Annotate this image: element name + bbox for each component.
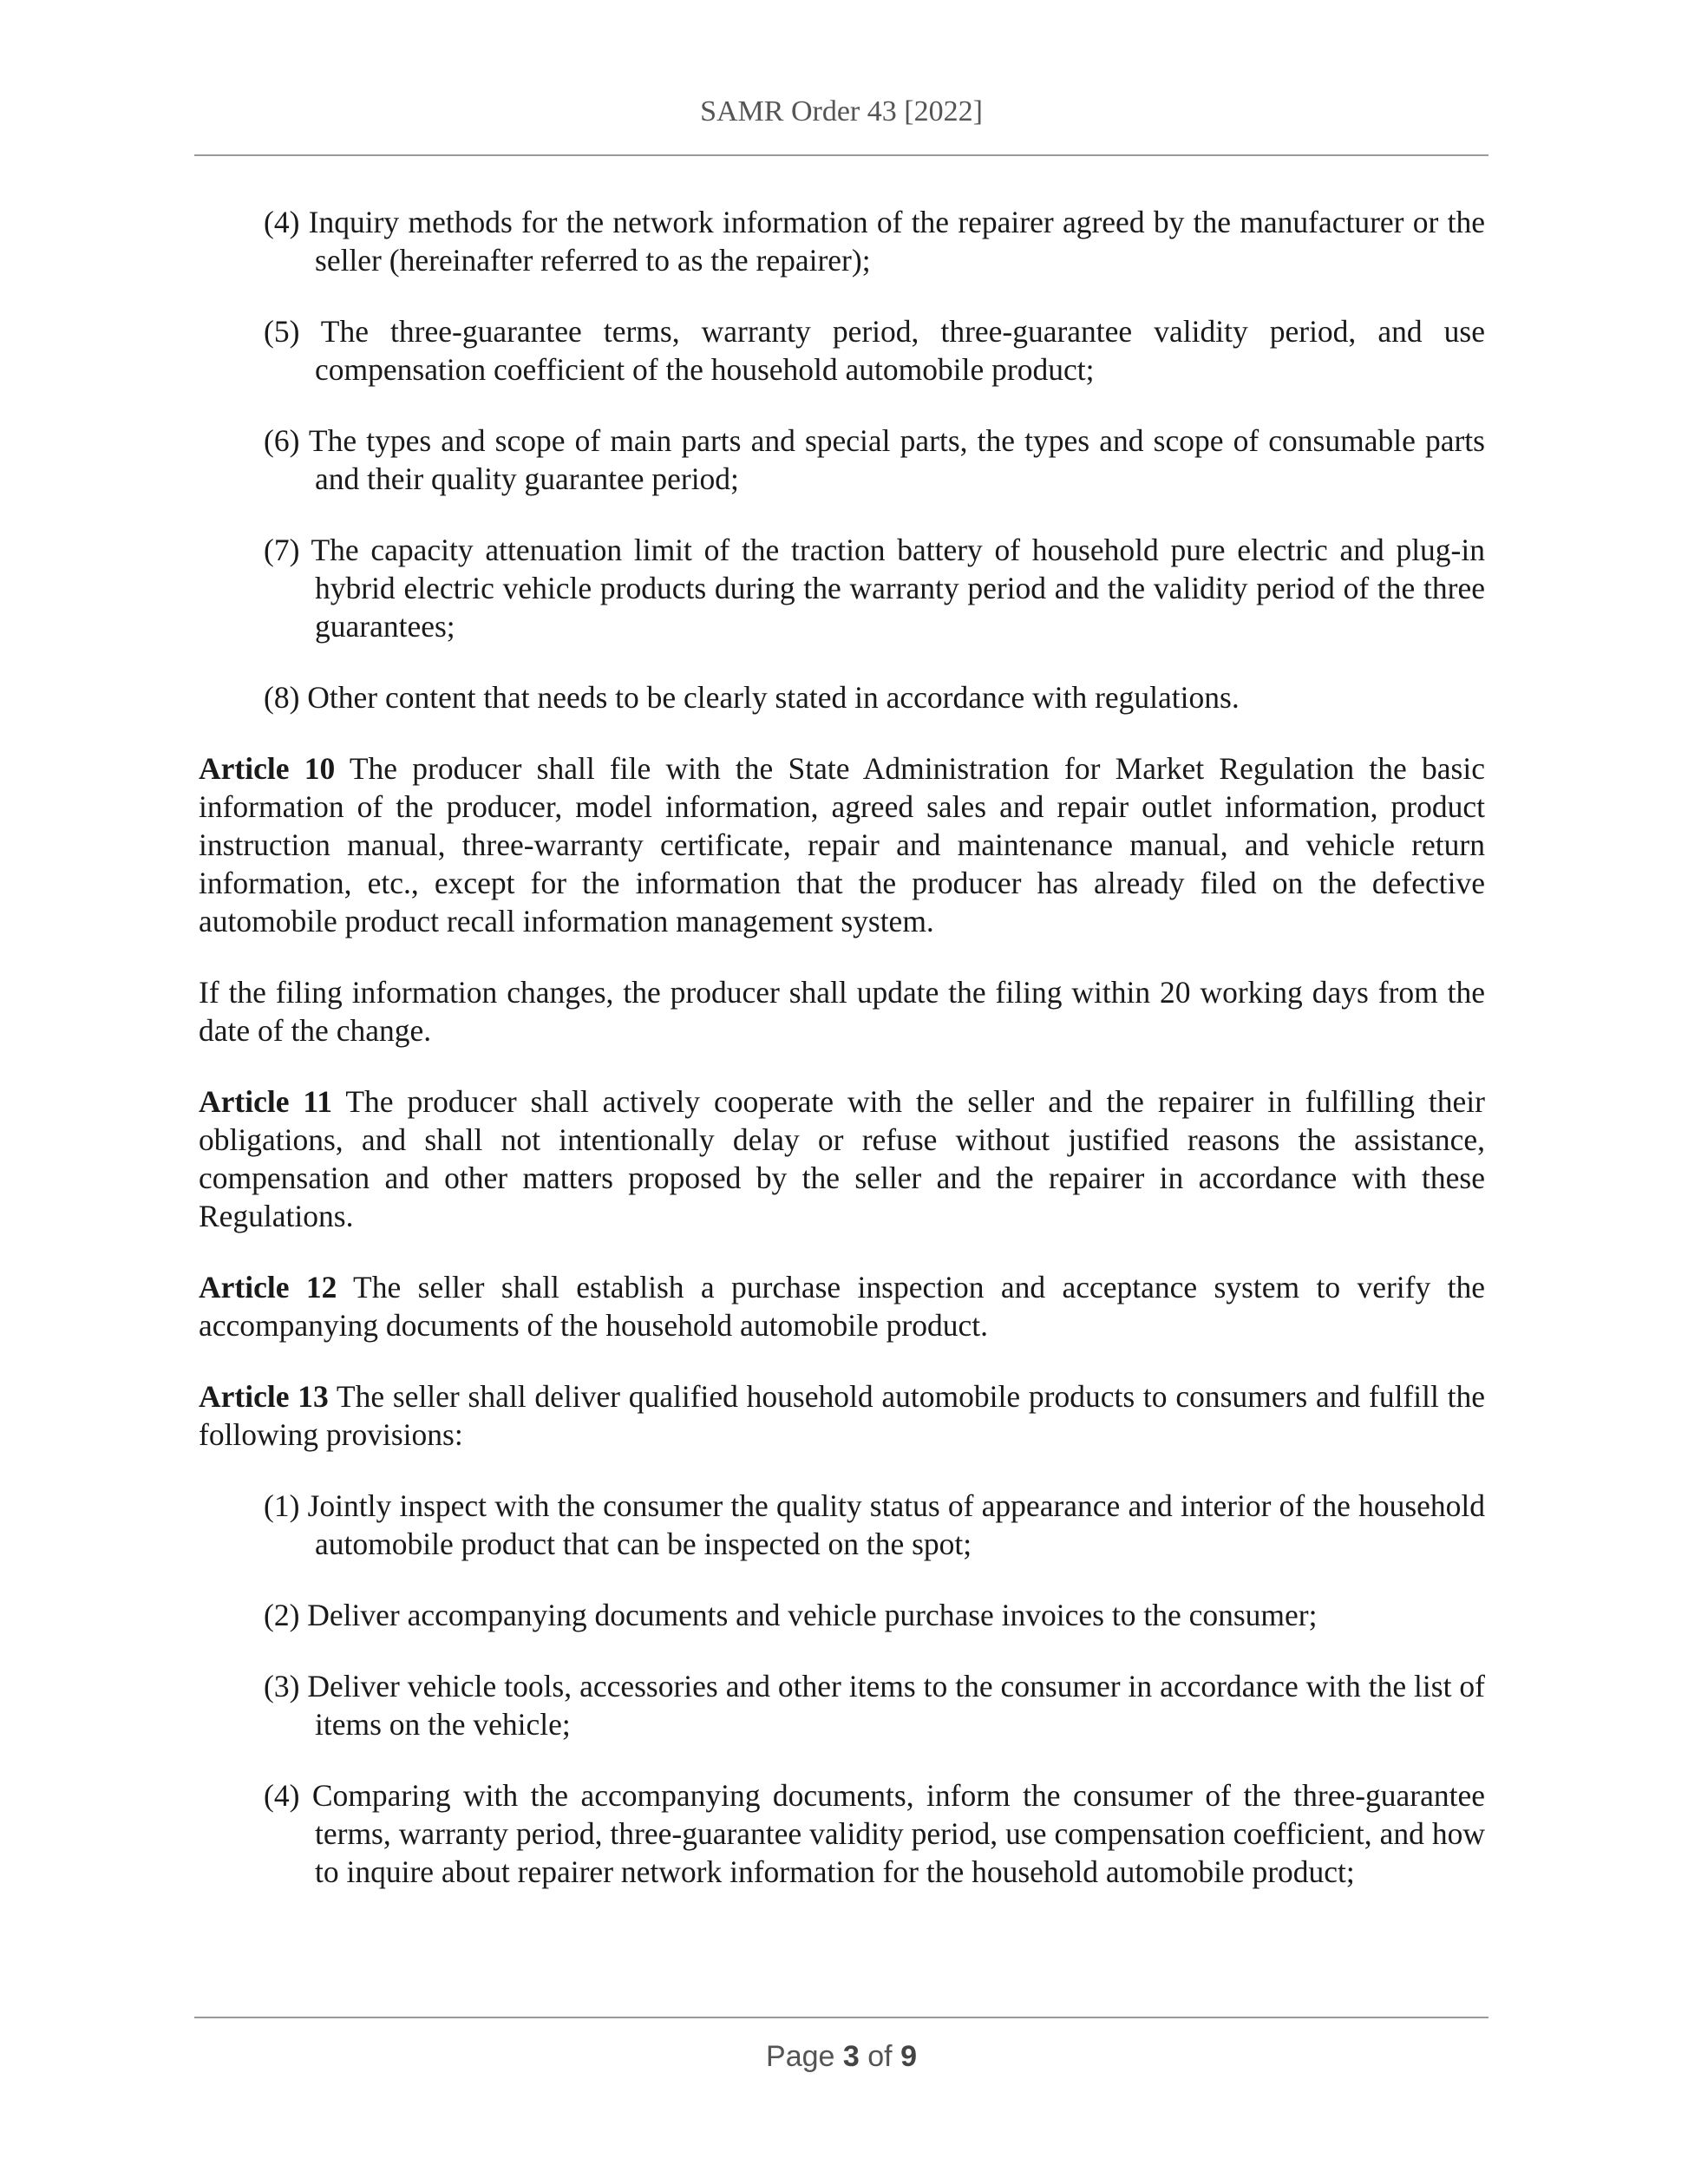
article-10	[199, 749, 1485, 940]
page-word: Page	[766, 2040, 835, 2073]
page-header: SAMR Order 43 [2022]	[700, 95, 983, 128]
article-12-text: The seller shall establish a purchase inspection and acceptance system to verify the accompanying documents of the household automobile product.	[199, 1270, 1485, 1343]
article-13-label: Article 13	[199, 1379, 329, 1414]
header-divider	[194, 154, 1488, 156]
list-item-a7: (7) The capacity attenuation limit of the traction battery of household pure electric and plug-in hybrid electric vehicle products during the warranty period and the validity period of the three guarantees;	[264, 533, 1485, 644]
list-item-a8: (8) Other content that needs to be clearly stated in accordance with regulations.	[264, 680, 1240, 715]
footer-divider	[194, 2017, 1488, 2018]
of-word: of	[867, 2040, 893, 2073]
article-13-text: The seller shall deliver qualified household automobile products to consumers and fulfill the following provisions:	[199, 1379, 1485, 1452]
list-item-a6: (6) The types and scope of main parts and special parts, the types and scope of consumable parts and their quality guarantee period;	[264, 423, 1485, 496]
article-10-label: Article 10	[199, 751, 336, 786]
article-11-label: Article 11	[199, 1084, 332, 1119]
list-item-b1: (1) Jointly inspect with the consumer the quality status of appearance and interior of the household automobile product that can be inspected on the spot;	[264, 1488, 1485, 1561]
page-footer	[194, 2040, 1488, 2074]
list-item-a4: (4) Inquiry methods for the network information of the repairer agreed by the manufacturer or the seller (hereinafter referred to as the repairer);	[264, 205, 1485, 278]
article-11	[199, 1082, 1485, 1235]
document-body	[199, 203, 1485, 1924]
list-item-a5: (5) The three-guarantee terms, warranty period, three-guarantee validity period, and use compensation coefficient of the household automobile product;	[264, 314, 1485, 387]
page-number: 3	[842, 2040, 860, 2073]
list-item-b3: (3) Deliver vehicle tools, accessories and other items to the consumer in accordance with the list of items on the vehicle;	[264, 1669, 1485, 1742]
article-10-paragraph-2: If the filing information changes, the producer shall update the filing within 20 working days from the date of the change.	[199, 975, 1485, 1048]
article-12-label: Article 12	[199, 1270, 337, 1305]
article-12	[199, 1268, 1485, 1344]
list-item-b4: (4) Comparing with the accompanying documents, inform the consumer of the three-guarantee terms, warranty period, three-guarantee validity period, use compensation coefficient, and how to inquire about repairer network information for the household automobile product;	[264, 1778, 1485, 1889]
article-11-text: The producer shall actively cooperate with the seller and the repairer in fulfilling their obligations, and shall not intentionally delay or refuse without justified reasons the assistance, compensation and other matters proposed by the seller and the repairer in accordance with these Regulations.	[199, 1084, 1485, 1233]
article-10-text: The producer shall file with the State Administration for Market Regulation the basic information of the producer, model information, agreed sales and repair outlet information, product instruction manual, three-warranty certificate, repair and maintenance manual, and vehicle return information, etc., except for the information that the producer has already filed on the defective automobile product recall information management system.	[199, 751, 1485, 938]
list-item-b2: (2) Deliver accompanying documents and vehicle purchase invoices to the consumer;	[264, 1598, 1318, 1632]
page-total: 9	[900, 2040, 917, 2073]
article-13	[199, 1377, 1485, 1454]
